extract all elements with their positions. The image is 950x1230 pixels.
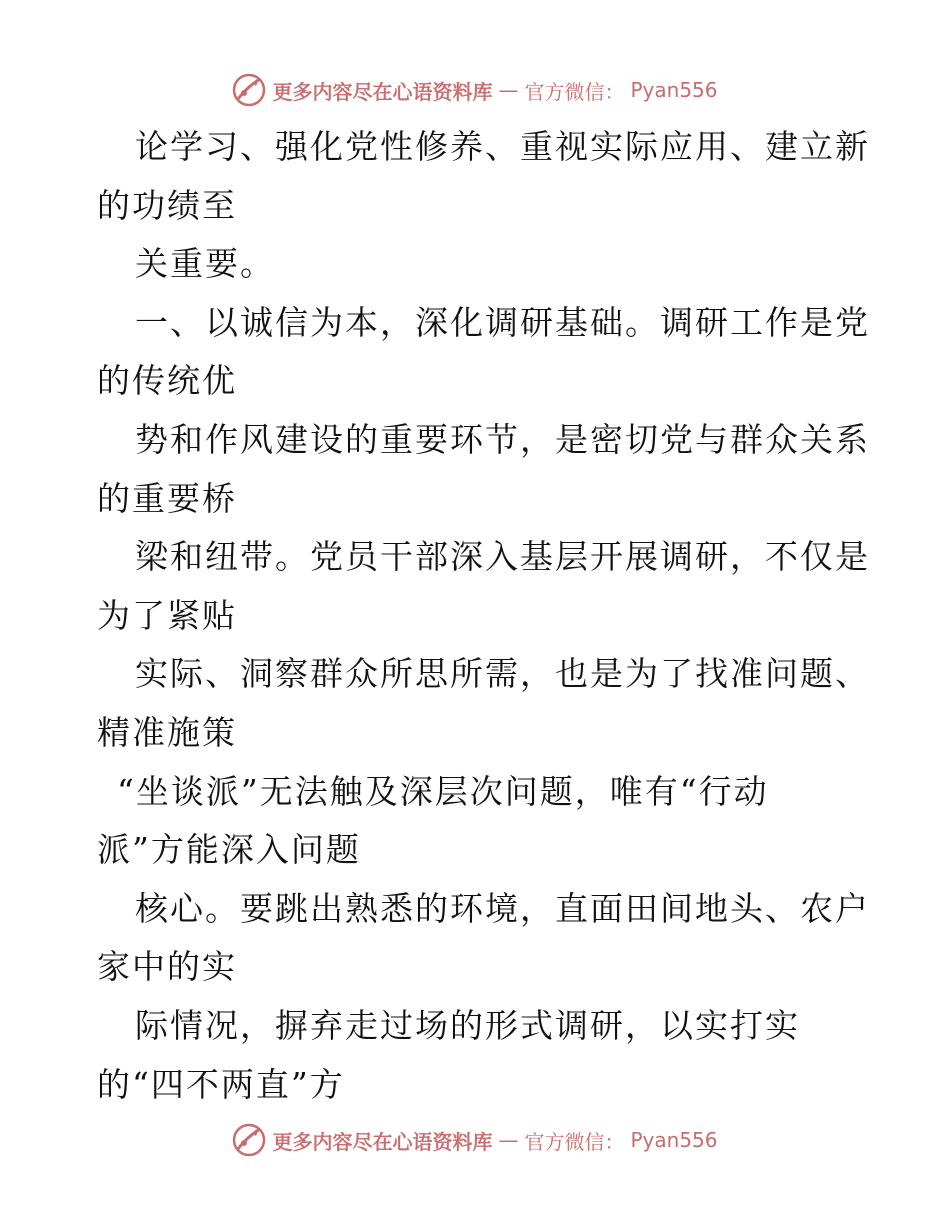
document-body: [97, 118, 870, 1114]
text-line: 势和作风建设的重要环节，是密切党与群众关系: [135, 419, 870, 459]
text-line: 实际、洞察群众所思所需，也是为了找准问题、: [135, 654, 870, 694]
watermark-label: 官方微信：: [524, 79, 625, 104]
header-watermark: [0, 70, 950, 110]
text-line: 一、以诚信为本，深化调研基础。调研工作是党: [135, 302, 870, 342]
text-line: 家中的实: [97, 947, 237, 987]
watermark-brand: 更多内容尽在心语资料库: [272, 1129, 493, 1154]
watermark-label: 官方微信：: [524, 1129, 625, 1154]
watermark-brand: 更多内容尽在心语资料库: [272, 79, 493, 104]
text-line: 梁和纽带。党员干部深入基层开展调研，不仅是: [135, 537, 870, 577]
watermark-id: Pyan556: [630, 1128, 718, 1152]
text-line: “坐谈派”无法触及深层次问题，唯有“行动: [117, 771, 769, 811]
pen-logo-icon: [232, 1123, 266, 1157]
text-line: 的“四不两直”方: [97, 1064, 345, 1104]
footer-watermark: [0, 1120, 950, 1160]
watermark-separator: —: [498, 78, 519, 102]
text-line: 派”方能深入问题: [97, 830, 361, 870]
text-line: 精准施策: [97, 712, 237, 752]
text-line: 核心。要跳出熟悉的环境，直面田间地头、农户: [135, 888, 870, 928]
pen-logo-icon: [232, 73, 266, 107]
text-line: 论学习、强化党性修养、重视实际应用、建立新: [135, 127, 870, 166]
text-line: 的重要桥: [97, 478, 237, 518]
text-line: 关重要。: [135, 244, 275, 284]
watermark-id: Pyan556: [630, 78, 718, 102]
text-line: 际情况，摒弃走过场的形式调研，以实打实: [135, 1005, 800, 1045]
text-line: 为了紧贴: [97, 595, 237, 635]
watermark-separator: —: [498, 1128, 519, 1152]
text-line: 的传统优: [97, 361, 237, 401]
text-line: 的功绩至: [97, 185, 237, 225]
